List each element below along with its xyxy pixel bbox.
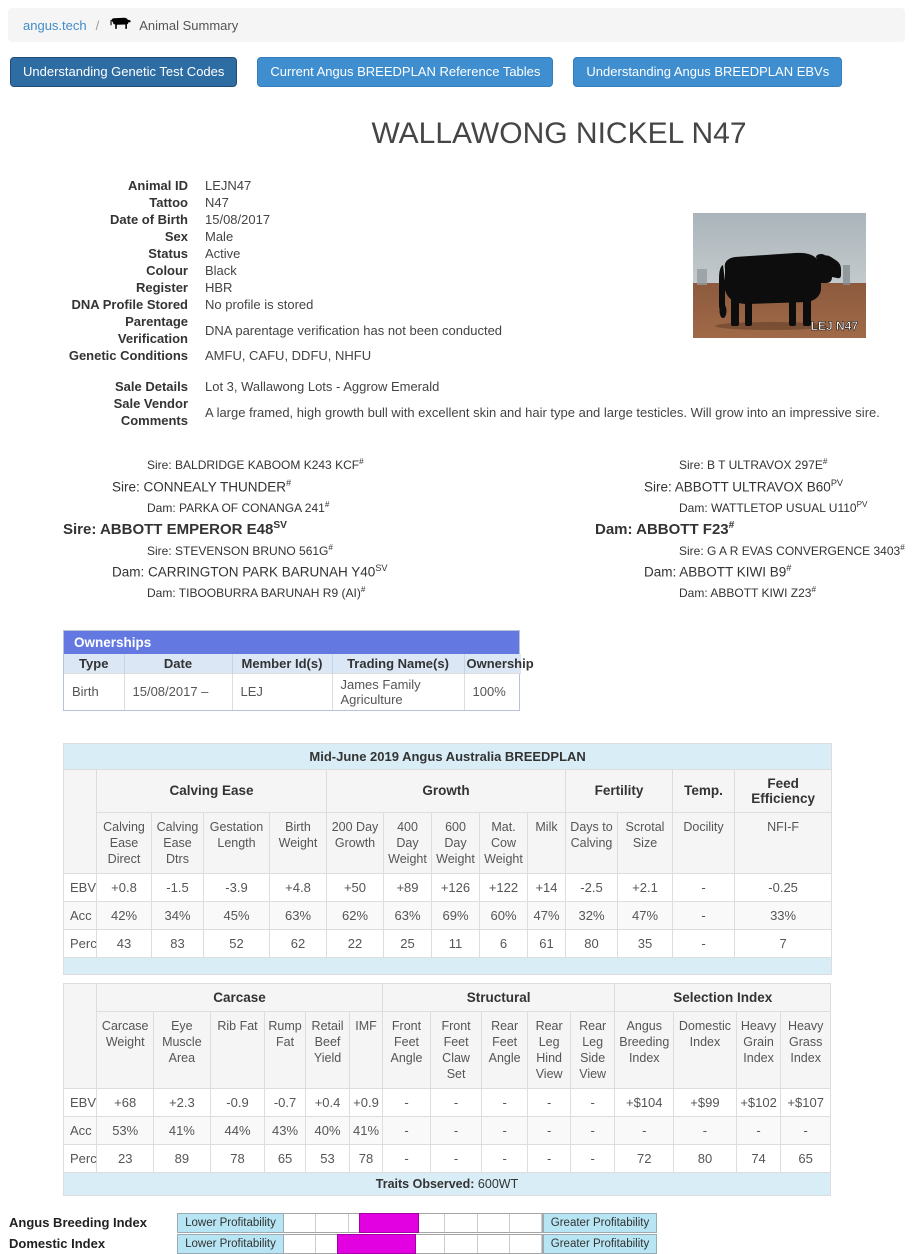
- index-bar-label: Angus Breeding Index: [9, 1214, 147, 1230]
- field-label: Sale Vendor Comments: [113, 396, 188, 429]
- value-cell: 78: [210, 1144, 265, 1172]
- column-header-cell: Carcase Weight: [97, 1011, 154, 1088]
- value-cell: +$107: [781, 1088, 831, 1116]
- lower-profitability-cell: Lower Profitability: [177, 1213, 284, 1233]
- pedigree-name: Sire: STEVENSON BRUNO 561G: [147, 543, 329, 558]
- sale-details: [0, 378, 913, 429]
- pedigree-sire-column: [63, 453, 503, 603]
- percentile-grid-cell: [284, 1214, 316, 1232]
- pedigree-flag: #: [286, 477, 292, 488]
- pedigree-entry: [679, 496, 905, 518]
- value-cell: 42%: [97, 901, 152, 929]
- greater-profitability-cell: Greater Profitability: [543, 1234, 657, 1254]
- pedigree-flag: #: [822, 457, 828, 467]
- value-cell: 80: [566, 929, 618, 957]
- value-cell: -: [570, 1144, 615, 1172]
- value-cell: -: [431, 1116, 482, 1144]
- value-cell: -: [481, 1116, 528, 1144]
- field-row: [63, 194, 913, 211]
- value-cell: +$99: [674, 1088, 737, 1116]
- value-cell: +$102: [736, 1088, 781, 1116]
- pedigree-flag: SV: [375, 563, 388, 574]
- column-header-cell: Docility: [673, 812, 735, 873]
- ownerships-data-cell: Birth: [64, 673, 124, 710]
- corner-cell: [64, 983, 97, 1088]
- group-header-cell: Fertility: [566, 769, 673, 812]
- field-value: Male: [205, 229, 234, 245]
- pedigree-entry: [644, 475, 905, 496]
- value-cell: 45%: [204, 901, 270, 929]
- field-value: N47: [205, 195, 229, 211]
- field-row: [63, 395, 913, 429]
- field-label: Sex: [164, 229, 188, 245]
- field-row: [63, 177, 913, 194]
- data-row-ebv: [64, 873, 832, 901]
- field-label: Register: [135, 280, 188, 296]
- field-value: A large framed, high growth bull with excellent skin and hair type and large testicles. Will grow into an impressive sire.: [205, 404, 880, 420]
- bull-photo-illustration: [693, 213, 866, 338]
- ownerships-title: Ownerships: [64, 631, 519, 654]
- value-cell: 61: [528, 929, 566, 957]
- value-cell: -: [674, 1116, 737, 1144]
- pedigree-entry: [679, 453, 905, 475]
- ownerships-header-cell: Trading Name(s): [332, 654, 464, 674]
- footer-row: [64, 1172, 831, 1195]
- pedigree-entry: [112, 560, 503, 581]
- breadcrumb-home-link[interactable]: angus.tech: [23, 17, 87, 33]
- value-cell: +$104: [615, 1088, 674, 1116]
- pedigree-entry: [595, 517, 905, 539]
- breedplan-title: Mid-June 2019 Angus Australia BREEDPLAN: [64, 743, 832, 769]
- field-value: HBR: [205, 280, 233, 296]
- group-header-cell: Feed Efficiency: [735, 769, 832, 812]
- pedigree-name: Sire: ABBOTT ULTRAVOX B60: [644, 479, 831, 495]
- percentile-grid: [284, 1234, 543, 1254]
- bull-icon: [108, 16, 132, 34]
- field-value: Lot 3, Wallawong Lots - Aggrow Emerald: [205, 379, 440, 395]
- group-header-cell: Structural: [382, 983, 615, 1011]
- pedigree-name: Sire: BALDRIDGE KABOOM K243 KCF: [147, 458, 360, 473]
- value-cell: 72: [615, 1144, 674, 1172]
- group-header-cell: Selection Index: [615, 983, 831, 1011]
- value-cell: +2.3: [154, 1088, 211, 1116]
- animal-photo: [693, 213, 866, 338]
- percentile-grid-cell: [445, 1214, 477, 1232]
- pedigree-flag: #: [324, 499, 330, 509]
- pedigree-flag: PV: [830, 477, 844, 488]
- field-row: [63, 347, 913, 364]
- group-header-cell: Growth: [327, 769, 566, 812]
- field-value: Active: [205, 246, 241, 262]
- value-cell: -0.9: [210, 1088, 265, 1116]
- value-cell: 6: [480, 929, 528, 957]
- column-header-cell: Calving Ease Direct: [97, 812, 152, 873]
- footer-row: [64, 957, 832, 974]
- row-label-cell: Perc: [64, 929, 97, 957]
- table-footer: [64, 1172, 831, 1195]
- percentile-grid-cell: [413, 1235, 445, 1253]
- value-cell: 25: [384, 929, 432, 957]
- percentile-grid-cell: [478, 1214, 510, 1232]
- field-value: AMFU, CAFU, DDFU, NHFU: [205, 348, 372, 364]
- value-cell: -0.7: [265, 1088, 305, 1116]
- index-bar-row: [5, 1234, 913, 1254]
- pedigree: [63, 453, 913, 603]
- corner-cell: [64, 769, 97, 873]
- field-row: [63, 378, 913, 395]
- ownerships-header-cell: Type: [64, 654, 124, 674]
- value-cell: -: [570, 1116, 615, 1144]
- data-row-ebv: [64, 1088, 831, 1116]
- value-cell: -: [528, 1144, 570, 1172]
- column-header-cell: Angus Breeding Index: [615, 1011, 674, 1088]
- value-cell: 43%: [265, 1116, 305, 1144]
- field-label: Colour: [146, 263, 188, 279]
- understanding-breedplan-ebvs-button[interactable]: Understanding Angus BREEDPLAN EBVs: [573, 57, 842, 87]
- column-header-row: [64, 812, 832, 873]
- field-label: Tattoo: [149, 195, 188, 211]
- ownerships-header-cell: Date: [124, 654, 232, 674]
- value-cell: +4.8: [270, 873, 327, 901]
- value-cell: -: [736, 1116, 781, 1144]
- field-value: LEJN47: [205, 178, 252, 194]
- field-value: Black: [205, 263, 237, 279]
- value-cell: 63%: [270, 901, 327, 929]
- value-cell: +122: [480, 873, 528, 901]
- percentile-bar: [359, 1213, 419, 1233]
- ownerships-data-cell: LEJ: [232, 673, 332, 710]
- photo-caption: LEJ N47: [810, 319, 858, 333]
- value-cell: -: [382, 1144, 431, 1172]
- value-cell: 43: [97, 929, 152, 957]
- value-cell: 34%: [152, 901, 204, 929]
- value-cell: 41%: [154, 1116, 211, 1144]
- field-label: Status: [148, 246, 188, 262]
- value-cell: -: [673, 873, 735, 901]
- value-cell: 89: [154, 1144, 211, 1172]
- value-cell: 35: [618, 929, 673, 957]
- table-footer: [64, 957, 832, 974]
- data-row-perc: [64, 1144, 831, 1172]
- value-cell: +0.9: [350, 1088, 382, 1116]
- value-cell: 41%: [350, 1116, 382, 1144]
- value-cell: 11: [432, 929, 480, 957]
- column-header-cell: Front Feet Angle: [382, 1011, 431, 1088]
- value-cell: 60%: [480, 901, 528, 929]
- ownerships-table: [64, 654, 534, 710]
- ownerships-header-row: [64, 654, 521, 674]
- value-cell: 83: [152, 929, 204, 957]
- ownerships-data-cell: James Family Agriculture: [332, 673, 464, 710]
- pedigree-name: Dam: ABBOTT KIWI B9: [644, 564, 787, 580]
- value-cell: -0.25: [735, 873, 832, 901]
- row-label-cell: Acc: [64, 901, 97, 929]
- value-cell: +14: [528, 873, 566, 901]
- percentile-grid-cell: [445, 1235, 477, 1253]
- column-header-cell: Mat. Cow Weight: [480, 812, 528, 873]
- column-header-cell: Milk: [528, 812, 566, 873]
- column-header-cell: Scrotal Size: [618, 812, 673, 873]
- value-cell: -: [570, 1088, 615, 1116]
- value-cell: -: [382, 1088, 431, 1116]
- field-label: DNA Profile Stored: [71, 297, 188, 313]
- column-header-cell: Heavy Grain Index: [736, 1011, 781, 1088]
- pedigree-entry: [147, 496, 503, 518]
- breadcrumb-separator: /: [95, 17, 100, 33]
- pedigree-entry: [147, 539, 503, 561]
- pedigree-flag: #: [360, 585, 366, 595]
- pedigree-name: Dam: ABBOTT KIWI Z23: [679, 586, 812, 601]
- value-cell: 74: [736, 1144, 781, 1172]
- value-cell: +68: [97, 1088, 154, 1116]
- selection-index-bars: [5, 1213, 913, 1254]
- field-label: Sale Details: [115, 379, 188, 395]
- value-cell: -3.9: [204, 873, 270, 901]
- column-header-cell: 400 Day Weight: [384, 812, 432, 873]
- column-header-cell: Calving Ease Dtrs: [152, 812, 204, 873]
- value-cell: +2.1: [618, 873, 673, 901]
- row-label-cell: Acc: [64, 1116, 97, 1144]
- pedigree-flag: PV: [856, 499, 868, 509]
- field-label: Animal ID: [128, 178, 188, 194]
- greater-profitability-cell: Greater Profitability: [543, 1213, 657, 1233]
- value-cell: 62: [270, 929, 327, 957]
- group-header-row: [64, 769, 832, 812]
- field-label: Genetic Conditions: [68, 348, 188, 364]
- value-cell: 23: [97, 1144, 154, 1172]
- value-cell: -: [615, 1116, 674, 1144]
- column-header-cell: Days to Calving: [566, 812, 618, 873]
- value-cell: -: [528, 1116, 570, 1144]
- value-cell: -: [781, 1116, 831, 1144]
- value-cell: -2.5: [566, 873, 618, 901]
- field-value: 15/08/2017: [205, 212, 271, 228]
- current-breedplan-reference-tables-button[interactable]: Current Angus BREEDPLAN Reference Tables: [257, 57, 553, 87]
- column-header-cell: Front Feet Claw Set: [431, 1011, 482, 1088]
- ownerships-data-cell: 100%: [464, 673, 521, 710]
- data-row-perc: [64, 929, 832, 957]
- pedigree-flag: #: [786, 563, 792, 574]
- pedigree-name: Dam: PARKA OF CONANGA 241: [147, 500, 325, 515]
- value-cell: 80: [674, 1144, 737, 1172]
- pedigree-name: Dam: CARRINGTON PARK BARUNAH Y40: [112, 564, 376, 580]
- pedigree-entry: [147, 453, 503, 475]
- breadcrumb-page-label: Animal Summary: [139, 17, 239, 33]
- traits-observed-value: 600WT: [477, 1176, 519, 1191]
- value-cell: 32%: [566, 901, 618, 929]
- lower-profitability-cell: Lower Profitability: [177, 1234, 284, 1254]
- value-cell: 53: [305, 1144, 350, 1172]
- column-header-cell: IMF: [350, 1011, 382, 1088]
- column-header-cell: Retail Beef Yield: [305, 1011, 350, 1088]
- pedigree-entry: [112, 475, 503, 496]
- value-cell: 47%: [618, 901, 673, 929]
- column-header-cell: Rib Fat: [210, 1011, 265, 1088]
- pedigree-name: Dam: WATTLETOP USUAL U110: [679, 500, 857, 515]
- column-header-cell: NFI-F: [735, 812, 832, 873]
- value-cell: -: [481, 1088, 528, 1116]
- value-cell: -: [481, 1144, 528, 1172]
- value-cell: +50: [327, 873, 384, 901]
- column-header-cell: 600 Day Weight: [432, 812, 480, 873]
- column-header-cell: Eye Muscle Area: [154, 1011, 211, 1088]
- value-cell: -: [673, 929, 735, 957]
- value-cell: +0.4: [305, 1088, 350, 1116]
- value-cell: 44%: [210, 1116, 265, 1144]
- field-label: Parentage Verification: [117, 314, 188, 347]
- pedigree-name: Sire: G A R EVAS CONVERGENCE 3403: [679, 543, 901, 558]
- data-row-acc: [64, 1116, 831, 1144]
- percentile-grid-cell: [478, 1235, 510, 1253]
- pedigree-flag: SV: [273, 520, 287, 532]
- pedigree-name: Dam: TIBOOBURRA BARUNAH R9 (AI): [147, 586, 361, 601]
- value-cell: 69%: [432, 901, 480, 929]
- row-label-cell: EBV: [64, 1088, 97, 1116]
- value-cell: -: [431, 1088, 482, 1116]
- value-cell: 7: [735, 929, 832, 957]
- data-row-acc: [64, 901, 832, 929]
- breedplan-table-secondary: [63, 983, 831, 1196]
- page-title: WALLAWONG NICKEL N47: [371, 117, 747, 151]
- percentile-grid-cell: [284, 1235, 316, 1253]
- ownerships-header-cell: Member Id(s): [232, 654, 332, 674]
- pedigree-name: Dam: ABBOTT F23: [595, 521, 729, 539]
- value-cell: 47%: [528, 901, 566, 929]
- percentile-grid-cell: [316, 1214, 348, 1232]
- pedigree-entry: [63, 517, 503, 539]
- column-header-cell: Rear Feet Angle: [481, 1011, 528, 1088]
- group-header-row: [64, 983, 831, 1011]
- value-cell: -: [382, 1116, 431, 1144]
- value-cell: 22: [327, 929, 384, 957]
- pedigree-dam-column: [595, 453, 905, 603]
- value-cell: 53%: [97, 1116, 154, 1144]
- column-header-cell: Rump Fat: [265, 1011, 305, 1088]
- ownerships-data-row: [64, 673, 521, 710]
- group-header-cell: Carcase: [97, 983, 382, 1011]
- index-bar-label: Domestic Index: [9, 1235, 106, 1251]
- column-header-cell: Rear Leg Side View: [570, 1011, 615, 1088]
- pedigree-entry: [644, 560, 905, 581]
- pedigree-flag: #: [328, 542, 333, 552]
- pedigree-flag: #: [728, 520, 735, 532]
- row-label-cell: Perc: [64, 1144, 97, 1172]
- value-cell: 62%: [327, 901, 384, 929]
- value-cell: -1.5: [152, 873, 204, 901]
- value-cell: -: [431, 1144, 482, 1172]
- percentile-grid-cell: [510, 1235, 542, 1253]
- page: [0, 8, 913, 1251]
- pedigree-entry: [679, 539, 905, 561]
- group-header-cell: Temp.: [673, 769, 735, 812]
- value-cell: 40%: [305, 1116, 350, 1144]
- pedigree-entry: [147, 581, 503, 603]
- value-cell: 52: [204, 929, 270, 957]
- percentile-bar: [337, 1234, 416, 1254]
- ownerships-data-cell: 15/08/2017 –: [124, 673, 232, 710]
- column-header-row: [64, 1011, 831, 1088]
- value-cell: 63%: [384, 901, 432, 929]
- toolbar: [10, 57, 913, 87]
- pedigree-flag: #: [900, 542, 905, 552]
- breedplan-title-row: [64, 743, 832, 769]
- value-cell: +0.8: [97, 873, 152, 901]
- value-cell: -: [528, 1088, 570, 1116]
- column-header-cell: Gestation Length: [204, 812, 270, 873]
- value-cell: 78: [350, 1144, 382, 1172]
- percentile-grid-cell: [510, 1214, 542, 1232]
- traits-observed-label: Traits Observed:: [375, 1176, 475, 1191]
- pedigree-name: Sire: ABBOTT EMPEROR E48: [63, 521, 274, 539]
- field-value: No profile is stored: [205, 297, 314, 313]
- breadcrumb: [8, 8, 905, 42]
- column-header-cell: Domestic Index: [674, 1011, 737, 1088]
- column-header-cell: 200 Day Growth: [327, 812, 384, 873]
- field-label: Date of Birth: [110, 212, 188, 228]
- pedigree-entry: [679, 581, 905, 603]
- percentile-grid: [284, 1213, 543, 1233]
- ownerships-header-cell: Ownership: [464, 654, 521, 674]
- column-header-cell: Heavy Grass Index: [781, 1011, 831, 1088]
- column-header-cell: Rear Leg Hind View: [528, 1011, 570, 1088]
- value-cell: +126: [432, 873, 480, 901]
- column-header-cell: Birth Weight: [270, 812, 327, 873]
- ownerships-panel: [63, 630, 534, 711]
- value-cell: +89: [384, 873, 432, 901]
- breedplan-table-primary: [63, 743, 832, 975]
- pedigree-flag: #: [359, 457, 364, 467]
- group-header-cell: Calving Ease: [97, 769, 327, 812]
- value-cell: 65: [781, 1144, 831, 1172]
- value-cell: 65: [265, 1144, 305, 1172]
- understanding-genetic-test-codes-button[interactable]: Understanding Genetic Test Codes: [10, 57, 237, 87]
- row-label-cell: EBV: [64, 873, 97, 901]
- field-value: DNA parentage verification has not been conducted: [205, 322, 503, 338]
- index-bar-row: [5, 1213, 913, 1233]
- pedigree-name: Sire: B T ULTRAVOX 297E: [679, 458, 823, 473]
- value-cell: -: [673, 901, 735, 929]
- value-cell: 33%: [735, 901, 832, 929]
- pedigree-flag: #: [811, 585, 817, 595]
- pedigree-name: Sire: CONNEALY THUNDER: [112, 479, 287, 495]
